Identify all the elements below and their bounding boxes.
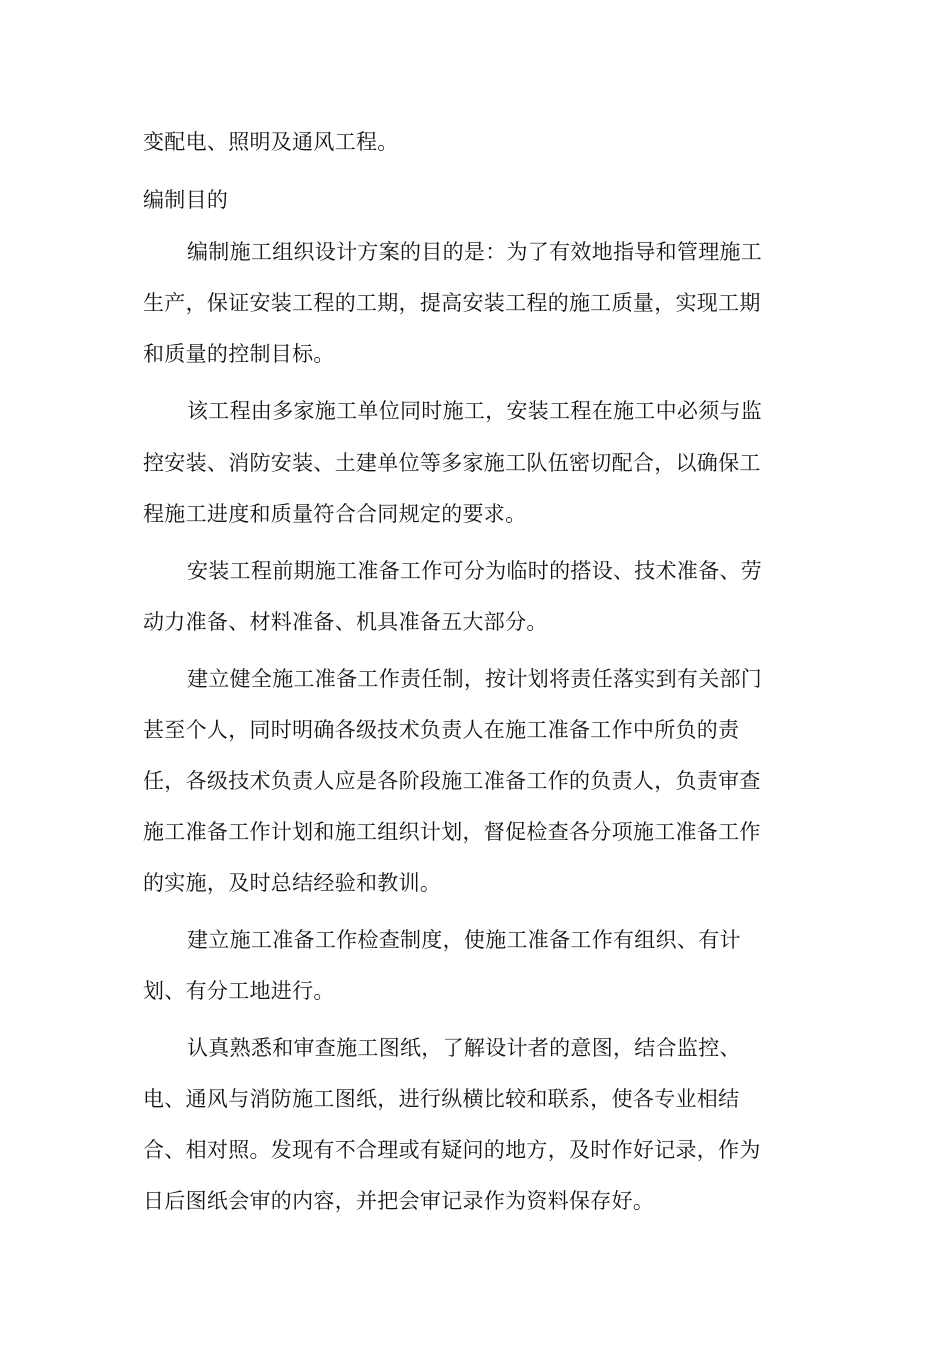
paragraph-line: 的实施，及时总结经验和教训。 — [143, 871, 442, 895]
paragraph-line: 建立健全施工准备工作责任制，按计划将责任落实到有关部门 — [187, 667, 763, 691]
paragraph-line: 该工程由多家施工单位同时施工，安装工程在施工中必须与监 — [187, 399, 763, 423]
paragraph-line: 生产，保证安装工程的工期，提高安装工程的施工质量，实现工期 — [143, 291, 761, 315]
text-line: 变配电、照明及通风工程。 — [143, 130, 399, 154]
section-heading: 编制目的 — [143, 188, 229, 212]
paragraph-line: 建立施工准备工作检查制度，使施工准备工作有组织、有计 — [187, 928, 741, 952]
paragraph-line: 编制施工组织设计方案的目的是：为了有效地指导和管理施工 — [187, 240, 763, 264]
paragraph-line: 认真熟悉和审查施工图纸，了解设计者的意图，结合监控、 — [187, 1036, 741, 1060]
paragraph-line: 程施工进度和质量符合合同规定的要求。 — [143, 502, 527, 526]
paragraph-line: 和质量的控制目标。 — [143, 342, 335, 366]
paragraph-line: 日后图纸会审的内容，并把会审记录作为资料保存好。 — [143, 1189, 655, 1213]
paragraph-line: 电、通风与消防施工图纸，进行纵横比较和联系，使各专业相结 — [143, 1087, 740, 1111]
paragraph-line: 任，各级技术负责人应是各阶段施工准备工作的负责人，负责审查 — [143, 769, 761, 793]
paragraph-line: 施工准备工作计划和施工组织计划，督促检查各分项施工准备工作 — [143, 820, 761, 844]
paragraph-line: 控安装、消防安装、土建单位等多家施工队伍密切配合，以确保工 — [143, 451, 761, 475]
paragraph-line: 划、有分工地进行。 — [143, 979, 335, 1003]
paragraph-line: 合、相对照。发现有不合理或有疑问的地方，及时作好记录，作为 — [143, 1138, 761, 1162]
paragraph-line: 动力准备、材料准备、机具准备五大部分。 — [143, 610, 548, 634]
paragraph-line: 甚至个人，同时明确各级技术负责人在施工准备工作中所负的责 — [143, 718, 740, 742]
paragraph-line: 安装工程前期施工准备工作可分为临时的搭设、技术准备、劳 — [187, 559, 763, 583]
